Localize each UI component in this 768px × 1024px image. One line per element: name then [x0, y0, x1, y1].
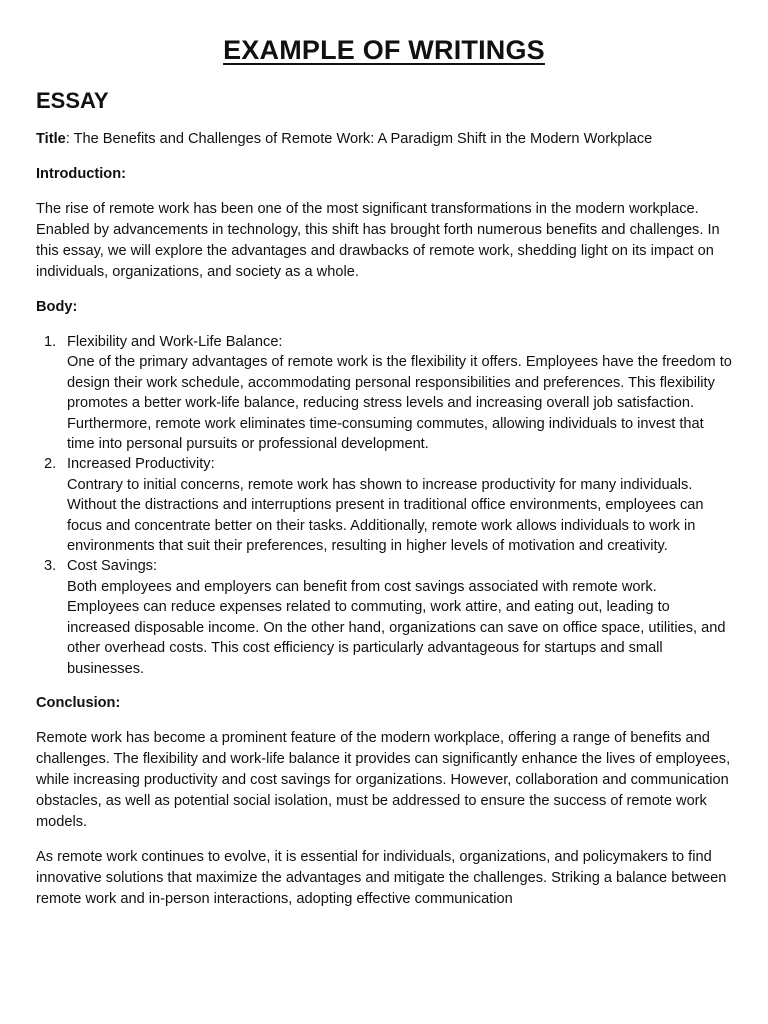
document-heading: EXAMPLE OF WRITINGS: [223, 35, 545, 65]
conclusion-label: Conclusion:: [36, 694, 121, 711]
list-item-number: 1.: [44, 334, 57, 350]
list-item: [36, 332, 732, 454]
title-text: The Benefits and Challenges of Remote Work: A Paradigm Shift in the Modern Workplace: [69, 131, 653, 147]
body-list: [36, 332, 732, 679]
introduction-label: Introduction:: [36, 166, 126, 182]
body-label: Body:: [36, 299, 78, 315]
title-label: Title: [36, 131, 66, 147]
list-item-heading: Cost Savings:: [67, 558, 158, 575]
list-item-heading: Flexibility and Work-Life Balance:: [67, 334, 283, 350]
list-item: [36, 454, 732, 556]
list-item-text: One of the primary advantages of remote work is the flexibility it offers. Employees have the freedom to design their work schedule, accommodating personal responsibilities and preferences. This flexibility promotes a better work-life balance, reducing stress levels and increasing overall job satisfaction. Furthermore, remote work eliminates time-consuming commutes, allowing individuals to invest that time into personal pursuits or professional development.: [67, 354, 732, 453]
title-separator: :: [65, 131, 70, 147]
list-item-number: 2.: [44, 456, 57, 473]
closing-text: As remote work continues to evolve, it is essential for individuals, organizations, and policymakers to find innovative solutions that maximize the advantages and mitigate the challenges. Striking a balance between remote work and in-person interactions, adopting effective communication: [36, 848, 727, 907]
list-item-heading: Increased Productivity:: [67, 456, 215, 473]
essay-title-line: [36, 129, 732, 150]
list-item: [36, 556, 732, 678]
section-heading: ESSAY: [36, 88, 109, 113]
conclusion-text: Remote work has become a prominent feature of the modern workplace, offering a range of benefits and challenges. The flexibility and work-life balance it provides can significantly enhance the lives of employees, while increasing productivity and cost savings for organizations. However, collaboration and communication obstacles, as well as potential social isolation, must be addressed to ensure the success of remote work models.: [36, 729, 731, 830]
introduction-text: The rise of remote work has been one of the most significant transformations in the modern workplace. Enabled by advancements in technology, this shift has brought forth numerous benefits and challenges. In this essay, we will explore the advantages and drawbacks of remote work, shedding light on its impact on individuals, organizations, and society as a whole.: [36, 201, 720, 280]
list-item-text: Both employees and employers can benefit from cost savings associated with remote work. Employees can reduce expenses related to commuting, work attire, and eating out, leading to increased disposable income. On the other hand, organizations can save on office space, utilities, and other overhead costs. This cost efficiency is particularly advantageous for startups and small businesses.: [67, 578, 726, 677]
list-item-text: Contrary to initial concerns, remote work has shown to increase productivity for many individuals. Without the distractions and interruptions present in traditional office environments, employees can focus and concentrate better on their tasks. Additionally, remote work allows individuals to work in environments that suit their preferences, resulting in higher levels of motivation and creativity.: [67, 476, 704, 555]
list-item-number: 3.: [44, 558, 57, 575]
